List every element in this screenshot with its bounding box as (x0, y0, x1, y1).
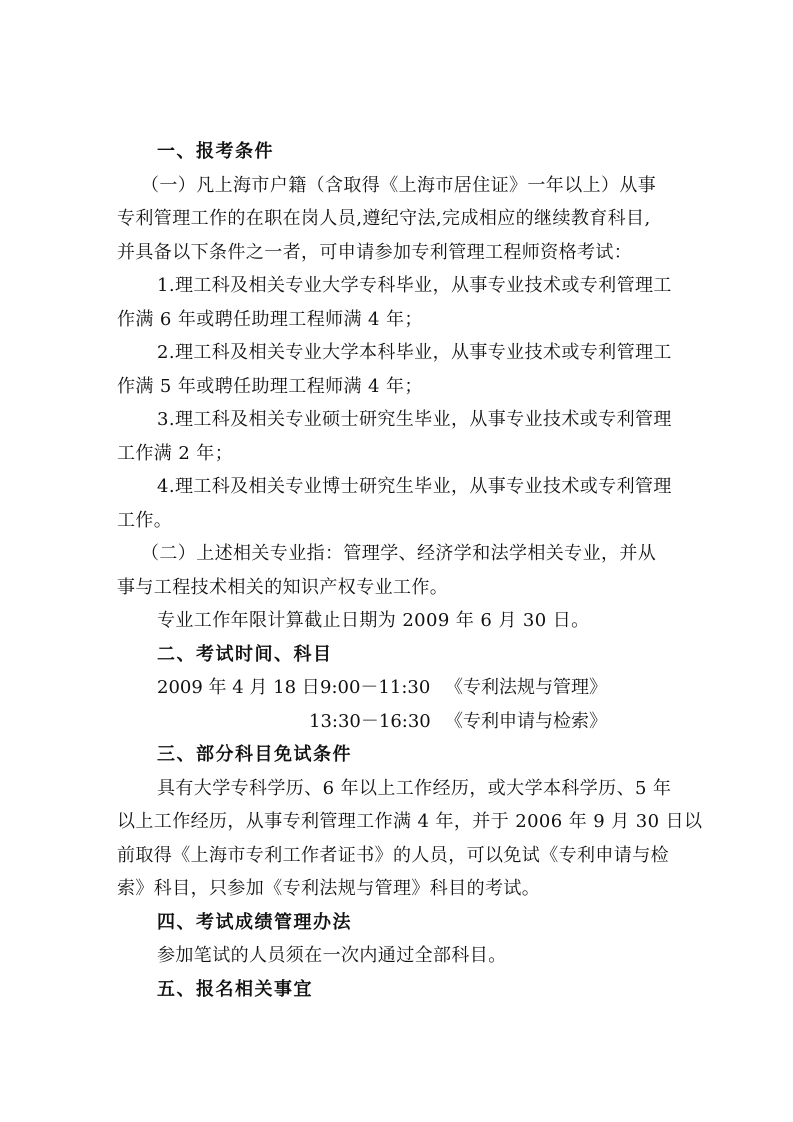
exam-date: 2009 年 4 月 18 日 (157, 677, 320, 698)
paragraph-line: （一）凡上海市户籍（含取得《上海市居住证》一年以上）从事 (141, 174, 657, 196)
paragraph-line: 参加笔试的人员须在一次内通过全部科目。 (157, 945, 507, 966)
document-body (117, 135, 703, 1006)
section-heading-schedule: 二、考试时间、科目 (157, 643, 333, 665)
condition-item-4: 4.理工科及相关专业博士研究生毕业，从事专业技术或专利管理 (157, 476, 672, 497)
exam-subject: 《专利申请与检索》 (445, 710, 607, 732)
paragraph-line: 工作满 2 年； (117, 442, 234, 464)
paragraph-line: 作满 6 年或聘任助理工程师满 4 年； (117, 308, 423, 330)
paragraph-line: 专利管理工作的在职在岗人员,遵纪守法,完成相应的继续教育科目, (117, 208, 651, 229)
exam-time: 9:00－11:30 (320, 677, 431, 698)
paragraph-line: 事与工程技术相关的知识产权专业工作。 (117, 576, 449, 598)
paragraph-line: 前取得《上海市专利工作者证书》的人员，可以免试《专利申请与检 (117, 844, 669, 866)
paragraph-line: 具有大学专科学历、6 年以上工作经历，或大学本科学历、5 年 (157, 777, 672, 799)
paragraph-line: 以上工作经历，从事专利管理工作满 4 年，并于 2006 年 9 月 30 日以 (117, 811, 703, 832)
condition-item-2: 2.理工科及相关专业大学本科毕业，从事专业技术或专利管理工 (157, 342, 672, 363)
deadline-note: 专业工作年限计算截止日期为 2009 年 6 月 30 日。 (157, 610, 590, 631)
paragraph-line: 作满 5 年或聘任助理工程师满 4 年； (117, 375, 423, 397)
paragraph-line: （二）上述相关专业指：管理学、经济学和法学相关专业，并从 (141, 543, 657, 564)
paragraph-line: 工作。 (117, 509, 173, 531)
section-heading-registration: 五、报名相关事宜 (157, 978, 313, 1000)
section-heading-exemption: 三、部分科目免试条件 (157, 744, 352, 765)
section-heading-conditions: 一、报考条件 (157, 141, 274, 162)
schedule-row (117, 671, 677, 705)
exam-time: 13:30－16:30 (309, 710, 431, 732)
schedule-row (117, 705, 677, 739)
paragraph-line: 并具备以下条件之一者，可申请参加专利管理工程师资格考试： (117, 241, 633, 263)
condition-item-1: 1.理工科及相关专业大学专科毕业，从事专业技术或专利管理工 (157, 275, 672, 296)
section-heading-score-management: 四、考试成绩管理办法 (157, 911, 352, 933)
condition-item-3: 3.理工科及相关专业硕士研究生毕业，从事专业技术或专利管理 (157, 409, 672, 430)
paragraph-line: 索》科目，只参加《专利法规与管理》科目的考试。 (117, 878, 541, 899)
exam-subject: 《专利法规与管理》 (445, 677, 607, 698)
